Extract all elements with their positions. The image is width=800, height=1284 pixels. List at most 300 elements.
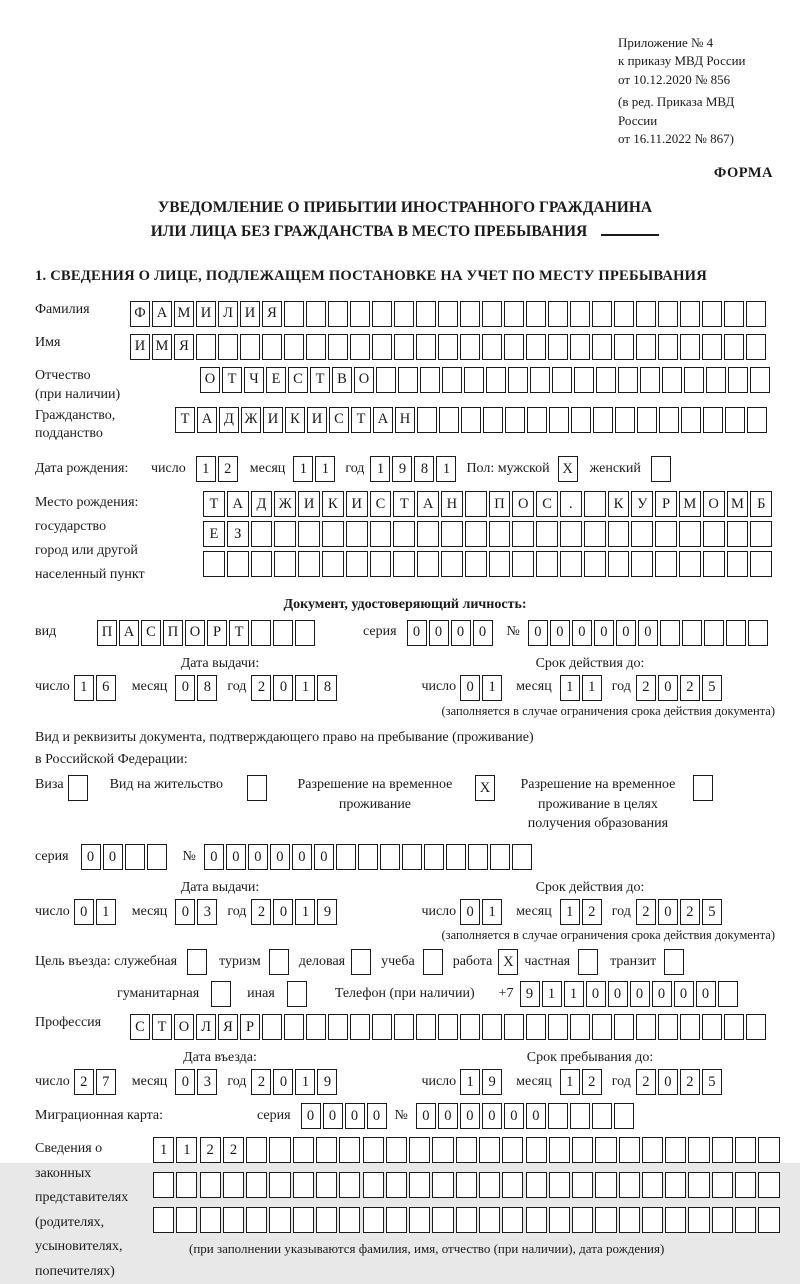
form-cell[interactable] [660, 620, 680, 646]
form-cell[interactable] [548, 334, 568, 360]
form-cell[interactable]: 1 [295, 675, 315, 701]
form-cell[interactable]: А [373, 407, 393, 433]
purpose-other-checkbox[interactable] [287, 981, 307, 1007]
form-cell[interactable] [424, 844, 444, 870]
form-cell[interactable] [409, 1137, 430, 1163]
form-cell[interactable]: 0 [460, 899, 480, 925]
form-cell[interactable]: 1 [176, 1137, 197, 1163]
form-cell[interactable]: М [679, 491, 701, 517]
form-cell[interactable]: Е [266, 367, 286, 393]
form-cell[interactable]: У [631, 491, 653, 517]
form-cell[interactable] [350, 334, 370, 360]
form-cell[interactable] [460, 1014, 480, 1040]
form-cell[interactable] [486, 367, 506, 393]
form-cell[interactable] [416, 1014, 436, 1040]
form-cell[interactable] [724, 1014, 744, 1040]
form-cell[interactable]: 0 [292, 844, 312, 870]
form-cell[interactable]: 1 [542, 981, 562, 1007]
form-cell[interactable]: А [417, 491, 439, 517]
form-cell[interactable] [608, 521, 630, 547]
form-cell[interactable] [679, 551, 701, 577]
form-cell[interactable] [748, 620, 768, 646]
form-cell[interactable]: 1 [295, 899, 315, 925]
form-cell[interactable]: 0 [460, 1103, 480, 1129]
form-cell[interactable] [726, 620, 746, 646]
form-cell[interactable] [218, 334, 238, 360]
form-cell[interactable] [658, 301, 678, 327]
form-cell[interactable] [618, 367, 638, 393]
form-cell[interactable]: 2 [680, 899, 700, 925]
form-cell[interactable] [417, 551, 439, 577]
form-cell[interactable]: 0 [438, 1103, 458, 1129]
form-cell[interactable] [549, 407, 569, 433]
form-cell[interactable]: 0 [273, 1069, 293, 1095]
form-cell[interactable] [584, 551, 606, 577]
form-cell[interactable] [372, 1014, 392, 1040]
form-cell[interactable] [526, 1137, 547, 1163]
form-cell[interactable] [490, 844, 510, 870]
form-cell[interactable]: 6 [96, 675, 116, 701]
form-cell[interactable]: П [97, 620, 117, 646]
form-cell[interactable] [619, 1172, 640, 1198]
form-cell[interactable] [702, 334, 722, 360]
form-cell[interactable]: Л [196, 1014, 216, 1040]
form-cell[interactable]: 1 [315, 456, 335, 482]
form-cell[interactable]: 1 [74, 675, 94, 701]
form-cell[interactable]: М [174, 301, 194, 327]
form-cell[interactable] [370, 521, 392, 547]
form-cell[interactable]: 0 [226, 844, 246, 870]
form-cell[interactable]: П [489, 491, 511, 517]
form-cell[interactable]: К [608, 491, 630, 517]
form-cell[interactable]: 1 [482, 675, 502, 701]
form-cell[interactable]: 0 [301, 1103, 321, 1129]
form-cell[interactable] [746, 1014, 766, 1040]
form-cell[interactable] [316, 1137, 337, 1163]
visa-checkbox[interactable] [68, 775, 88, 801]
form-cell[interactable]: Т [222, 367, 242, 393]
form-cell[interactable] [456, 1207, 477, 1233]
form-cell[interactable] [251, 521, 273, 547]
form-cell[interactable] [416, 334, 436, 360]
form-cell[interactable]: Ф [130, 301, 150, 327]
form-cell[interactable]: Ж [241, 407, 261, 433]
form-cell[interactable] [584, 491, 606, 517]
form-cell[interactable] [393, 551, 415, 577]
form-cell[interactable]: 0 [323, 1103, 343, 1129]
form-cell[interactable] [619, 1137, 640, 1163]
form-cell[interactable] [614, 301, 634, 327]
form-cell[interactable] [417, 407, 437, 433]
form-cell[interactable]: Т [203, 491, 225, 517]
form-cell[interactable] [483, 407, 503, 433]
form-cell[interactable] [746, 301, 766, 327]
form-cell[interactable]: 0 [429, 620, 449, 646]
form-cell[interactable] [223, 1172, 244, 1198]
purpose-transit-checkbox[interactable] [664, 949, 684, 975]
form-cell[interactable]: 2 [223, 1137, 244, 1163]
form-cell[interactable] [147, 844, 167, 870]
form-cell[interactable]: 3 [197, 899, 217, 925]
form-cell[interactable] [468, 844, 488, 870]
form-cell[interactable]: О [703, 491, 725, 517]
form-cell[interactable] [530, 367, 550, 393]
form-cell[interactable] [409, 1172, 430, 1198]
form-cell[interactable] [608, 551, 630, 577]
form-cell[interactable] [636, 1014, 656, 1040]
purpose-work-checkbox[interactable]: X [498, 949, 518, 975]
form-cell[interactable] [504, 334, 524, 360]
form-cell[interactable] [246, 1137, 267, 1163]
form-cell[interactable] [125, 844, 145, 870]
form-cell[interactable] [655, 521, 677, 547]
form-cell[interactable] [442, 367, 462, 393]
form-cell[interactable] [571, 407, 591, 433]
form-cell[interactable]: 1 [295, 1069, 315, 1095]
form-cell[interactable]: 1 [436, 456, 456, 482]
form-cell[interactable] [363, 1207, 384, 1233]
form-cell[interactable] [370, 551, 392, 577]
form-cell[interactable]: 0 [175, 675, 195, 701]
form-cell[interactable]: 0 [460, 675, 480, 701]
form-cell[interactable]: 2 [636, 1069, 656, 1095]
form-cell[interactable] [637, 407, 657, 433]
form-cell[interactable] [552, 367, 572, 393]
form-cell[interactable] [246, 1207, 267, 1233]
form-cell[interactable] [548, 1014, 568, 1040]
form-cell[interactable] [750, 367, 770, 393]
form-cell[interactable]: 1 [560, 899, 580, 925]
form-cell[interactable] [746, 334, 766, 360]
form-cell[interactable]: Т [393, 491, 415, 517]
form-cell[interactable]: 0 [314, 844, 334, 870]
form-cell[interactable] [274, 521, 296, 547]
form-cell[interactable]: 0 [616, 620, 636, 646]
form-cell[interactable] [489, 551, 511, 577]
form-cell[interactable] [350, 1014, 370, 1040]
form-cell[interactable] [176, 1207, 197, 1233]
form-cell[interactable]: 2 [636, 675, 656, 701]
form-cell[interactable]: 9 [317, 899, 337, 925]
form-cell[interactable] [570, 1103, 590, 1129]
form-cell[interactable] [727, 551, 749, 577]
form-cell[interactable] [293, 1137, 314, 1163]
form-cell[interactable]: И [130, 334, 150, 360]
form-cell[interactable] [441, 551, 463, 577]
form-cell[interactable]: 2 [582, 1069, 602, 1095]
form-cell[interactable]: 0 [273, 675, 293, 701]
form-cell[interactable] [680, 334, 700, 360]
form-cell[interactable]: 0 [594, 620, 614, 646]
form-cell[interactable] [560, 521, 582, 547]
form-cell[interactable] [572, 1172, 593, 1198]
form-cell[interactable] [432, 1207, 453, 1233]
form-cell[interactable] [416, 301, 436, 327]
form-cell[interactable] [465, 491, 487, 517]
form-cell[interactable] [636, 301, 656, 327]
form-cell[interactable] [200, 1207, 221, 1233]
form-cell[interactable] [658, 1014, 678, 1040]
form-cell[interactable]: 0 [345, 1103, 365, 1129]
form-cell[interactable]: 9 [482, 1069, 502, 1095]
form-cell[interactable]: 1 [96, 899, 116, 925]
form-cell[interactable] [595, 1137, 616, 1163]
form-cell[interactable] [688, 1137, 709, 1163]
form-cell[interactable] [465, 521, 487, 547]
form-cell[interactable] [464, 367, 484, 393]
form-cell[interactable]: 0 [638, 620, 658, 646]
form-cell[interactable] [438, 301, 458, 327]
sex-male-checkbox[interactable]: X [558, 456, 578, 482]
form-cell[interactable]: 7 [96, 1069, 116, 1095]
form-cell[interactable]: 0 [586, 981, 606, 1007]
form-cell[interactable] [548, 301, 568, 327]
form-cell[interactable] [712, 1137, 733, 1163]
form-cell[interactable]: 0 [407, 620, 427, 646]
form-cell[interactable]: 0 [658, 899, 678, 925]
form-cell[interactable] [549, 1137, 570, 1163]
form-cell[interactable] [251, 551, 273, 577]
form-cell[interactable] [703, 521, 725, 547]
form-cell[interactable]: С [288, 367, 308, 393]
form-cell[interactable] [223, 1207, 244, 1233]
purpose-tourism-checkbox[interactable] [269, 949, 289, 975]
form-cell[interactable]: Р [207, 620, 227, 646]
form-cell[interactable]: 9 [392, 456, 412, 482]
form-cell[interactable]: 2 [218, 456, 238, 482]
form-cell[interactable]: 2 [251, 675, 271, 701]
form-cell[interactable] [595, 1172, 616, 1198]
form-cell[interactable] [394, 334, 414, 360]
form-cell[interactable]: 2 [200, 1137, 221, 1163]
form-cell[interactable] [527, 407, 547, 433]
form-cell[interactable] [750, 521, 772, 547]
form-cell[interactable] [549, 1207, 570, 1233]
form-cell[interactable] [614, 1103, 634, 1129]
form-cell[interactable] [438, 1014, 458, 1040]
form-cell[interactable] [284, 1014, 304, 1040]
form-cell[interactable] [619, 1207, 640, 1233]
form-cell[interactable] [339, 1172, 360, 1198]
form-cell[interactable] [680, 1014, 700, 1040]
form-cell[interactable] [508, 367, 528, 393]
form-cell[interactable] [512, 844, 532, 870]
form-cell[interactable]: С [141, 620, 161, 646]
form-cell[interactable]: 0 [367, 1103, 387, 1129]
form-cell[interactable]: О [354, 367, 374, 393]
form-cell[interactable] [372, 301, 392, 327]
form-cell[interactable] [441, 521, 463, 547]
form-cell[interactable] [465, 551, 487, 577]
form-cell[interactable] [504, 301, 524, 327]
form-cell[interactable] [262, 1014, 282, 1040]
form-cell[interactable] [758, 1137, 779, 1163]
form-cell[interactable]: Ч [244, 367, 264, 393]
form-cell[interactable] [269, 1207, 290, 1233]
form-cell[interactable] [680, 301, 700, 327]
form-cell[interactable] [526, 1014, 546, 1040]
sex-female-checkbox[interactable] [651, 456, 671, 482]
form-cell[interactable] [614, 1014, 634, 1040]
form-cell[interactable]: 8 [317, 675, 337, 701]
form-cell[interactable]: 0 [674, 981, 694, 1007]
form-cell[interactable] [592, 301, 612, 327]
form-cell[interactable] [631, 551, 653, 577]
form-cell[interactable]: С [329, 407, 349, 433]
form-cell[interactable] [363, 1172, 384, 1198]
form-cell[interactable] [526, 301, 546, 327]
form-cell[interactable] [712, 1207, 733, 1233]
form-cell[interactable]: А [152, 301, 172, 327]
form-cell[interactable]: 8 [414, 456, 434, 482]
form-cell[interactable]: 1 [293, 456, 313, 482]
form-cell[interactable]: 0 [528, 620, 548, 646]
form-cell[interactable] [631, 521, 653, 547]
purpose-business-checkbox[interactable] [351, 949, 371, 975]
form-cell[interactable]: С [370, 491, 392, 517]
form-cell[interactable]: 2 [636, 899, 656, 925]
form-cell[interactable] [536, 521, 558, 547]
form-cell[interactable]: 2 [680, 1069, 700, 1095]
form-cell[interactable] [482, 334, 502, 360]
residence-permit-checkbox[interactable] [247, 775, 267, 801]
form-cell[interactable]: Р [655, 491, 677, 517]
form-cell[interactable]: И [196, 301, 216, 327]
form-cell[interactable] [560, 551, 582, 577]
form-cell[interactable]: 5 [702, 675, 722, 701]
form-cell[interactable]: М [152, 334, 172, 360]
form-cell[interactable] [456, 1137, 477, 1163]
form-cell[interactable]: Я [218, 1014, 238, 1040]
form-cell[interactable] [572, 1137, 593, 1163]
form-cell[interactable] [570, 1014, 590, 1040]
form-cell[interactable]: 5 [702, 899, 722, 925]
purpose-official-checkbox[interactable] [187, 949, 207, 975]
form-cell[interactable] [702, 1014, 722, 1040]
form-cell[interactable]: Ж [274, 491, 296, 517]
purpose-private-checkbox[interactable] [578, 949, 598, 975]
form-cell[interactable] [322, 521, 344, 547]
form-cell[interactable]: 0 [175, 899, 195, 925]
form-cell[interactable]: К [285, 407, 305, 433]
form-cell[interactable] [432, 1172, 453, 1198]
form-cell[interactable]: Т [152, 1014, 172, 1040]
form-cell[interactable] [293, 1207, 314, 1233]
form-cell[interactable] [328, 1014, 348, 1040]
form-cell[interactable]: 0 [482, 1103, 502, 1129]
form-cell[interactable] [502, 1137, 523, 1163]
form-cell[interactable] [322, 551, 344, 577]
form-cell[interactable]: И [298, 491, 320, 517]
purpose-study-checkbox[interactable] [423, 949, 443, 975]
form-cell[interactable] [659, 407, 679, 433]
form-cell[interactable] [394, 301, 414, 327]
form-cell[interactable] [724, 334, 744, 360]
form-cell[interactable] [295, 620, 315, 646]
form-cell[interactable]: 5 [702, 1069, 722, 1095]
form-cell[interactable]: 0 [81, 844, 101, 870]
form-cell[interactable]: 1 [153, 1137, 174, 1163]
form-cell[interactable]: 0 [175, 1069, 195, 1095]
form-cell[interactable] [316, 1207, 337, 1233]
form-cell[interactable] [251, 620, 271, 646]
form-cell[interactable]: Я [174, 334, 194, 360]
form-cell[interactable]: 0 [270, 844, 290, 870]
form-cell[interactable]: 1 [196, 456, 216, 482]
form-cell[interactable]: 0 [416, 1103, 436, 1129]
form-cell[interactable] [549, 1172, 570, 1198]
form-cell[interactable]: 0 [473, 620, 493, 646]
form-cell[interactable] [636, 334, 656, 360]
form-cell[interactable] [153, 1207, 174, 1233]
form-cell[interactable]: Т [229, 620, 249, 646]
form-cell[interactable]: 0 [658, 675, 678, 701]
form-cell[interactable]: 0 [652, 981, 672, 1007]
form-cell[interactable] [262, 334, 282, 360]
form-cell[interactable]: А [119, 620, 139, 646]
form-cell[interactable] [306, 1014, 326, 1040]
form-cell[interactable] [298, 551, 320, 577]
form-cell[interactable] [284, 301, 304, 327]
form-cell[interactable] [380, 844, 400, 870]
form-cell[interactable] [662, 367, 682, 393]
form-cell[interactable] [398, 367, 418, 393]
form-cell[interactable] [642, 1172, 663, 1198]
form-cell[interactable] [735, 1207, 756, 1233]
form-cell[interactable] [735, 1137, 756, 1163]
form-cell[interactable]: 0 [630, 981, 650, 1007]
form-cell[interactable] [684, 367, 704, 393]
form-cell[interactable]: 0 [696, 981, 716, 1007]
form-cell[interactable] [703, 551, 725, 577]
form-cell[interactable]: А [197, 407, 217, 433]
form-cell[interactable]: Т [310, 367, 330, 393]
form-cell[interactable] [512, 551, 534, 577]
form-cell[interactable]: 0 [572, 620, 592, 646]
form-cell[interactable] [246, 1172, 267, 1198]
form-cell[interactable]: 2 [74, 1069, 94, 1095]
form-cell[interactable] [640, 367, 660, 393]
form-cell[interactable] [712, 1172, 733, 1198]
form-cell[interactable] [460, 334, 480, 360]
form-cell[interactable]: 1 [560, 1069, 580, 1095]
form-cell[interactable] [735, 1172, 756, 1198]
form-cell[interactable] [502, 1207, 523, 1233]
form-cell[interactable]: 1 [560, 675, 580, 701]
form-cell[interactable] [526, 1207, 547, 1233]
form-cell[interactable]: 0 [103, 844, 123, 870]
form-cell[interactable]: И [346, 491, 368, 517]
form-cell[interactable] [328, 334, 348, 360]
form-cell[interactable]: 0 [504, 1103, 524, 1129]
form-cell[interactable] [593, 407, 613, 433]
form-cell[interactable] [358, 844, 378, 870]
form-cell[interactable] [688, 1207, 709, 1233]
form-cell[interactable] [240, 334, 260, 360]
form-cell[interactable]: Т [175, 407, 195, 433]
form-cell[interactable]: В [332, 367, 352, 393]
form-cell[interactable] [614, 334, 634, 360]
form-cell[interactable]: 0 [204, 844, 224, 870]
form-cell[interactable] [526, 334, 546, 360]
form-cell[interactable]: И [263, 407, 283, 433]
form-cell[interactable] [460, 301, 480, 327]
form-cell[interactable]: 2 [251, 899, 271, 925]
form-cell[interactable] [512, 521, 534, 547]
form-cell[interactable]: М [727, 491, 749, 517]
form-cell[interactable] [339, 1207, 360, 1233]
form-cell[interactable]: Б [750, 491, 772, 517]
